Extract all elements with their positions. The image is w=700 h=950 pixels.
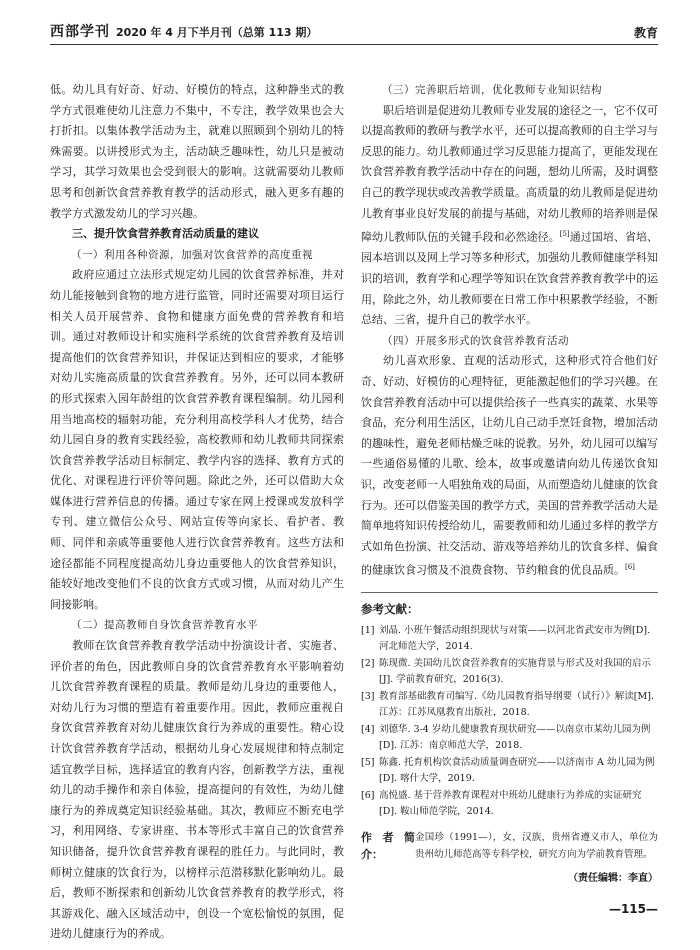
reference-number: [1]: [361, 625, 375, 637]
paragraph: 低。幼儿具有好奇、好动、好模仿的特点，这种静坐式的教学方式很难使幼儿注意力不集中，不专注，教学效果也会大打折扣。以集体教学活动为主，就难以照顾到个别幼儿的特殊需要。以讲授形式为主，活动缺乏趣味性，幼儿只是被动学习，其学习效果也会受到很大的影响。这就需要幼儿教师思考和创新饮食营养教育教学的活动形式，融入更多有趣的教学方式激发幼儿的学习兴趣。: [50, 83, 344, 220]
reference-text: 刘晶. 小班午餐活动组织现状与对策——以河北省武安市为例[D]. 河北师范大学，2014.: [379, 625, 651, 652]
paragraph-text: 幼儿喜欢形象、直观的活动形式，这种形式符合他们好奇、好动、好模仿的心理特征，更能激起他们的学习兴趣。在饮食营养教育活动中可以提供给孩子一些真实的蔬菜、水果等食品，充分利用生活区，让幼儿自己动手烹饪食物，增加活动的趣味性，避免老师枯燥乏味的说教。另外，幼儿园可以编写一些通俗易懂的儿歌、绘本，故事或邀请向幼儿传递饮食知识，改变老师一人唱独角戏的局面，从而塑造幼儿健康的饮食行为。还可以借鉴美国的教学方式，美国的营养教学活动大是简单地将知识传授给幼儿，需要教师和幼儿通过多样的教学方式如角色扮演、社交活动、游戏等培养幼儿的饮食多样、偏食的健康饮食习惯及不浪费食物、节约粮食的优良品质。: [361, 354, 658, 577]
subsection-heading: （二）提高教师自身饮食营养教育水平: [71, 619, 258, 632]
citation: [6]: [625, 563, 635, 572]
reference-item: [361, 623, 658, 654]
reference-number: [5]: [361, 757, 375, 769]
section-heading: 三、提升饮食营养教育活动质量的建议: [72, 227, 259, 241]
page-number: —115—: [608, 902, 658, 916]
paragraph: [361, 101, 658, 331]
reference-number: [2]: [361, 658, 375, 670]
right-column: [361, 80, 658, 890]
references-title: 参考文献：: [361, 592, 658, 620]
reference-item: [361, 656, 658, 687]
author-text: 金国珍（1991—），女，汉族，贵州省遵义市人，单位为贵州幼儿师范高等专科学校，研究方向为学前教育管理。: [415, 832, 658, 861]
author-bio: [361, 829, 658, 863]
paragraph: [361, 351, 658, 581]
reference-item: [361, 722, 658, 753]
citation: [5]: [559, 230, 570, 239]
paragraph: 教师在饮食营养教育教学活动中扮演设计者、实施者、评价者的角色，因此教师自身的饮食营养教育水平影响着幼儿饮食营养教育课程的质量。教师是幼儿身边的重要他人，对幼儿行为习惯的塑造有着重要作用。因此，教师应重视自身饮食营养教育对幼儿健康饮食行为养成的重要性。精心设计饮食营养教育学活动，根据幼儿身心发展规律和特点制定适宜教学目标，选择适宜的教育内容，创新教学方法，重视幼儿的动手操作和亲自体验，提高提问的有效性，为幼儿健康行为的养成奠定知识经验基础。其次，教师应不断充电学习，利用网络、专家讲座、书本等形式丰富自己的饮食营养知识储备，提升饮食营养教育课程的胜任力。与此同时，教师树立健康的饮食行为，以榜样示范潜移默化影响幼儿。最后，教师不断探索和创新幼儿饮食营养教育的教学形式，将其游戏化、融入区域活动中，创设一个宽松愉悦的氛围，促进幼儿健康行为的养成。: [50, 639, 344, 941]
reference-text: 陈现微. 美国幼儿饮食营养教育的实施背景与形式及对我国的启示[J]. 学前教育研究，2016(3).: [379, 658, 652, 685]
reference-item: [361, 788, 658, 819]
reference-text: 高悦盛. 基于营养教育课程对中班幼儿健康行为养成的实证研究[D]. 鞍山师范学院，2014.: [379, 790, 642, 817]
section-name: 教育: [633, 26, 658, 40]
reference-text: 陈鑫. 托育机构饮食活动质量调查研究——以济南市 A 幼儿园为例[D]. 喀什大学，2019.: [379, 757, 655, 784]
editor-note: （责任编辑：李直）: [568, 873, 658, 885]
subsection-heading: （三）完善职后培训，优化教师专业知识结构: [382, 84, 602, 96]
reference-number: [4]: [361, 724, 375, 736]
author-label: 作者简介：: [361, 831, 415, 862]
issue-info: 2020 年 4 月下半月刊（总第 113 期）: [116, 26, 318, 39]
reference-item: [361, 689, 658, 720]
left-column: [50, 80, 344, 945]
references-list: [361, 623, 658, 819]
paragraph: 政府应通过立法形式规定幼儿园的饮食营养标准，并对幼儿能接触到食物的地方进行监管，同时还需要对项目运行相关人员开展营养、食物和健康方面免费的营养教育和培训。通过对教师设计和实施科学系统的饮食营养教育及培训提高他们的饮食营养知识，并保证达到相应的要求，才能够对幼儿实施高质量的饮食营养教育。另外，还可以同本教研的形式探索入园年龄组的饮食营养教育课程编制。幼儿园利用当地高校的辐射功能，充分利用高校学科人才优势，结合幼儿园自身的教育实践经验，高校教师和幼儿教师共同探索饮食营养教学活动目标制定、教学内容的选择、教育方式的优化、对课程进行评价等问题。除此之外，还可以借助大众媒体进行营养信息的传播。通过专家在网上授课或发放科学专刊、建立微信公众号、网站宣传等向家长、看护者、教师、同伴和亲戚等重要他人进行饮食营养教育。这些方法和途径都能不同程度提高幼儿身边重要他人的饮食营养知识，能较好地改变他们不良的饮食方式或习惯，从而对幼儿产生间接影响。: [50, 268, 344, 611]
subsection-heading: （四）开展多形式的饮食营养教育活动: [382, 334, 569, 347]
journal-name: 西部学刊: [50, 24, 110, 40]
paragraph-text: 通过国培、省培、园本培训以及网上学习等多种形式，加强幼儿教师健康学科知识的培训，教育学和心理学等知识在饮食营养教育教学中的运用，除此之外，幼儿教师要在日常工作中积累教学经验，不断总结、三省，提升自己的教学水平。: [361, 230, 659, 327]
subsection-heading: （一）利用各种资源，加强对饮食营养的高度重视: [71, 248, 313, 261]
page-header: [50, 18, 658, 45]
reference-number: [3]: [361, 691, 375, 703]
paragraph-text: 职后培训是促进幼儿教师专业发展的途径之一，它不仅可以提高教师的教研与教学水平，还可以提高教师的自主学习与反思的能力。幼儿教师通过学习反思能力提高了，更能发现在饮食营养教育教学活动中存在的问题，想幼儿所需，及时调整自己的教学现状或改善教学质量。高质量的幼儿教师是促进幼儿教育事业良好发展的前提与基础，对幼儿教师的培养则是保障幼儿教师队伍的关键手段和必然途径。: [361, 103, 658, 244]
reference-text: 教育部基础教育司编写.《幼儿园教育指导纲要（试行）》解读[M]. 江苏：江苏凤凰教育出版社，2018.: [379, 691, 654, 718]
reference-text: 刘德华. 3-4 岁幼儿健康教育现状研究——以南京市某幼儿园为例[D]. 江苏：南京师范大学，2018.: [379, 724, 651, 751]
reference-number: [6]: [361, 790, 375, 802]
header-left: [50, 21, 317, 44]
reference-item: [361, 755, 658, 786]
